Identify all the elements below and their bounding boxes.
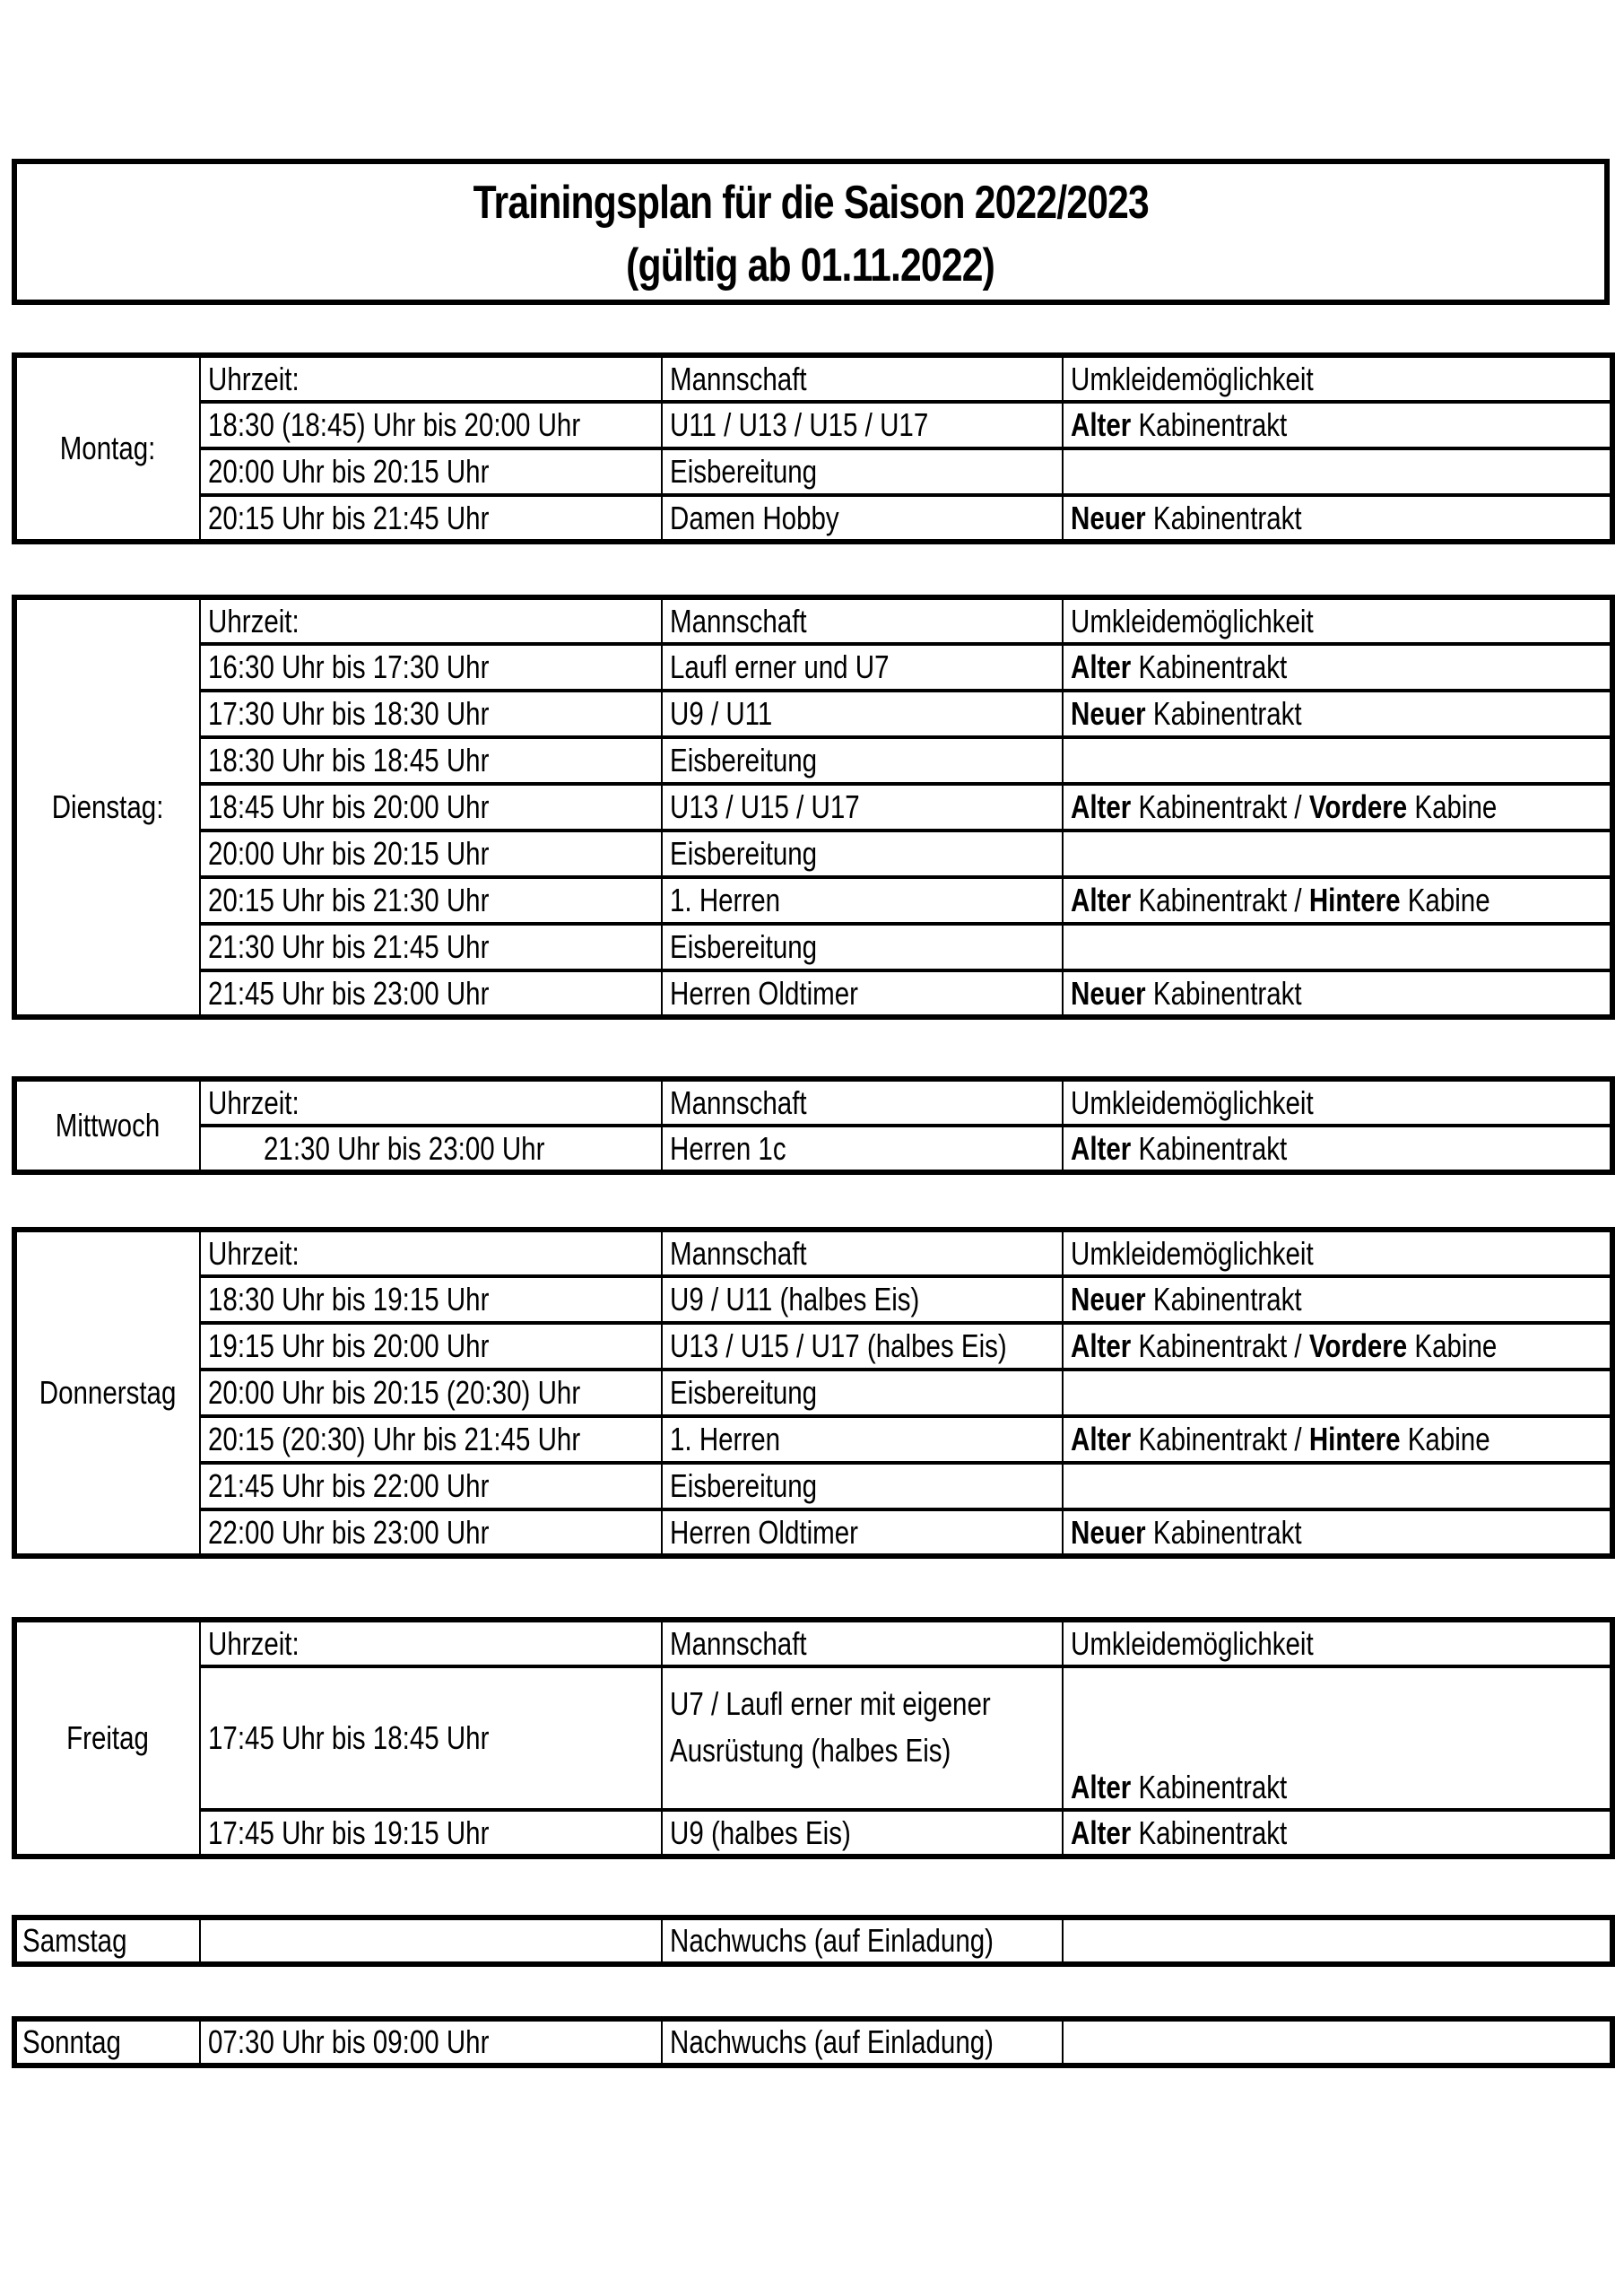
team-cell: U9 / U11 <box>662 691 1063 737</box>
schedule-donnerstag <box>12 1227 1615 1559</box>
room-cell: Alter Kabinentrakt / Hintere Kabine <box>1063 1416 1612 1463</box>
room-cell: Neuer Kabinentrakt <box>1063 970 1612 1017</box>
team-cell: Laufl erner und U7 <box>662 644 1063 691</box>
table-row <box>14 691 1612 737</box>
time-cell: 20:15 Uhr bis 21:45 Uhr <box>200 495 662 542</box>
room-cell: Neuer Kabinentrakt <box>1063 495 1612 542</box>
header-team: Mannschaft <box>662 355 1063 402</box>
team-cell: Herren Oldtimer <box>662 1509 1063 1556</box>
team-cell: Eisbereitung <box>662 737 1063 784</box>
room-cell <box>1063 1918 1612 1964</box>
room-cell: Alter Kabinentrakt <box>1063 402 1612 448</box>
header-team: Mannschaft <box>662 1230 1063 1276</box>
table-row <box>14 448 1612 495</box>
header-time: Uhrzeit: <box>200 355 662 402</box>
time-cell: 21:45 Uhr bis 22:00 Uhr <box>200 1463 662 1509</box>
table-row <box>14 1509 1612 1556</box>
header-time: Uhrzeit: <box>200 1230 662 1276</box>
time-cell: 16:30 Uhr bis 17:30 Uhr <box>200 644 662 691</box>
team-cell: U11 / U13 / U15 / U17 <box>662 402 1063 448</box>
table-row <box>14 970 1612 1017</box>
room-cell: Alter Kabinentrakt / Vordere Kabine <box>1063 1323 1612 1370</box>
team-cell: Herren 1c <box>662 1126 1063 1172</box>
time-cell: 07:30 Uhr bis 09:00 Uhr <box>200 2019 662 2066</box>
time-cell: 21:30 Uhr bis 21:45 Uhr <box>200 924 662 970</box>
table-row <box>14 1463 1612 1509</box>
time-cell: 21:30 Uhr bis 23:00 Uhr <box>200 1126 662 1172</box>
header-time: Uhrzeit: <box>200 1079 662 1126</box>
team-cell: Eisbereitung <box>662 924 1063 970</box>
table-row <box>14 737 1612 784</box>
time-cell: 19:15 Uhr bis 20:00 Uhr <box>200 1323 662 1370</box>
header-time: Uhrzeit: <box>200 597 662 644</box>
header-room: Umkleidemöglichkeit <box>1063 1620 1612 1666</box>
room-cell: Alter Kabinentrakt / Hintere Kabine <box>1063 877 1612 924</box>
room-cell: Alter Kabinentrakt <box>1063 1666 1612 1810</box>
room-cell: Neuer Kabinentrakt <box>1063 1509 1612 1556</box>
table-row <box>14 402 1612 448</box>
room-cell <box>1063 2019 1612 2066</box>
team-cell: U7 / Laufl erner mit eigener Ausrüstung (halbes Eis) <box>662 1666 1063 1810</box>
room-cell <box>1063 737 1612 784</box>
header-time: Uhrzeit: <box>200 1620 662 1666</box>
team-cell: U13 / U15 / U17 <box>662 784 1063 831</box>
schedule-samstag <box>12 1915 1615 1967</box>
time-cell: 17:45 Uhr bis 19:15 Uhr <box>200 1810 662 1857</box>
time-cell: 22:00 Uhr bis 23:00 Uhr <box>200 1509 662 1556</box>
table-row <box>14 1370 1612 1416</box>
room-cell <box>1063 448 1612 495</box>
header-team: Mannschaft <box>662 597 1063 644</box>
time-cell: 21:45 Uhr bis 23:00 Uhr <box>200 970 662 1017</box>
room-cell: Alter Kabinentrakt <box>1063 644 1612 691</box>
team-cell: Herren Oldtimer <box>662 970 1063 1017</box>
schedule-montag <box>12 352 1615 544</box>
team-cell: Eisbereitung <box>662 831 1063 877</box>
title-box <box>12 159 1610 305</box>
table-row <box>14 1810 1612 1857</box>
table-row <box>14 1918 1612 1964</box>
schedule-freitag <box>12 1617 1615 1859</box>
room-cell <box>1063 1370 1612 1416</box>
table-row <box>14 1416 1612 1463</box>
team-cell: U13 / U15 / U17 (halbes Eis) <box>662 1323 1063 1370</box>
team-cell: Damen Hobby <box>662 495 1063 542</box>
table-row <box>14 1126 1612 1172</box>
table-row <box>14 495 1612 542</box>
table-row <box>14 1666 1612 1810</box>
team-cell: Nachwuchs (auf Einladung) <box>662 2019 1063 2066</box>
page-title: Trainingsplan für die Saison 2022/2023 <box>473 177 1149 229</box>
table-row <box>14 1323 1612 1370</box>
time-cell: 20:00 Uhr bis 20:15 Uhr <box>200 831 662 877</box>
day-label: Freitag <box>14 1620 200 1857</box>
table-row <box>14 924 1612 970</box>
day-label: Samstag <box>14 1918 200 1964</box>
team-cell: Eisbereitung <box>662 1370 1063 1416</box>
team-cell: U9 / U11 (halbes Eis) <box>662 1276 1063 1323</box>
table-row <box>14 644 1612 691</box>
room-cell: Neuer Kabinentrakt <box>1063 1276 1612 1323</box>
header-team: Mannschaft <box>662 1620 1063 1666</box>
schedule-dienstag <box>12 595 1615 1020</box>
table-row <box>14 2019 1612 2066</box>
table-row <box>14 1276 1612 1323</box>
time-cell: 18:45 Uhr bis 20:00 Uhr <box>200 784 662 831</box>
team-cell: Eisbereitung <box>662 448 1063 495</box>
time-cell: 20:15 Uhr bis 21:30 Uhr <box>200 877 662 924</box>
time-cell: 20:00 Uhr bis 20:15 Uhr <box>200 448 662 495</box>
day-label: Sonntag <box>14 2019 200 2066</box>
time-cell: 20:00 Uhr bis 20:15 (20:30) Uhr <box>200 1370 662 1416</box>
team-cell: 1. Herren <box>662 877 1063 924</box>
header-room: Umkleidemöglichkeit <box>1063 1079 1612 1126</box>
time-cell: 17:45 Uhr bis 18:45 Uhr <box>200 1666 662 1810</box>
day-label: Donnerstag <box>14 1230 200 1556</box>
day-label: Dienstag: <box>14 597 200 1017</box>
time-cell: 18:30 (18:45) Uhr bis 20:00 Uhr <box>200 402 662 448</box>
time-cell: 18:30 Uhr bis 19:15 Uhr <box>200 1276 662 1323</box>
header-room: Umkleidemöglichkeit <box>1063 1230 1612 1276</box>
room-cell <box>1063 1463 1612 1509</box>
room-cell: Alter Kabinentrakt / Vordere Kabine <box>1063 784 1612 831</box>
page-subtitle: (gültig ab 01.11.2022) <box>626 239 995 291</box>
header-room: Umkleidemöglichkeit <box>1063 597 1612 644</box>
time-cell: 17:30 Uhr bis 18:30 Uhr <box>200 691 662 737</box>
team-cell: U9 (halbes Eis) <box>662 1810 1063 1857</box>
schedule-sonntag <box>12 2016 1615 2068</box>
header-room: Umkleidemöglichkeit <box>1063 355 1612 402</box>
room-cell <box>1063 831 1612 877</box>
time-cell <box>200 1918 662 1964</box>
table-row <box>14 877 1612 924</box>
room-cell: Alter Kabinentrakt <box>1063 1126 1612 1172</box>
team-cell: Nachwuchs (auf Einladung) <box>662 1918 1063 1964</box>
schedule-mittwoch <box>12 1076 1615 1175</box>
room-cell: Neuer Kabinentrakt <box>1063 691 1612 737</box>
day-label: Montag: <box>14 355 200 542</box>
room-cell: Alter Kabinentrakt <box>1063 1810 1612 1857</box>
time-cell: 20:15 (20:30) Uhr bis 21:45 Uhr <box>200 1416 662 1463</box>
table-row <box>14 831 1612 877</box>
room-cell <box>1063 924 1612 970</box>
day-label: Mittwoch <box>14 1079 200 1172</box>
header-team: Mannschaft <box>662 1079 1063 1126</box>
time-cell: 18:30 Uhr bis 18:45 Uhr <box>200 737 662 784</box>
team-cell: 1. Herren <box>662 1416 1063 1463</box>
table-row <box>14 784 1612 831</box>
team-cell: Eisbereitung <box>662 1463 1063 1509</box>
